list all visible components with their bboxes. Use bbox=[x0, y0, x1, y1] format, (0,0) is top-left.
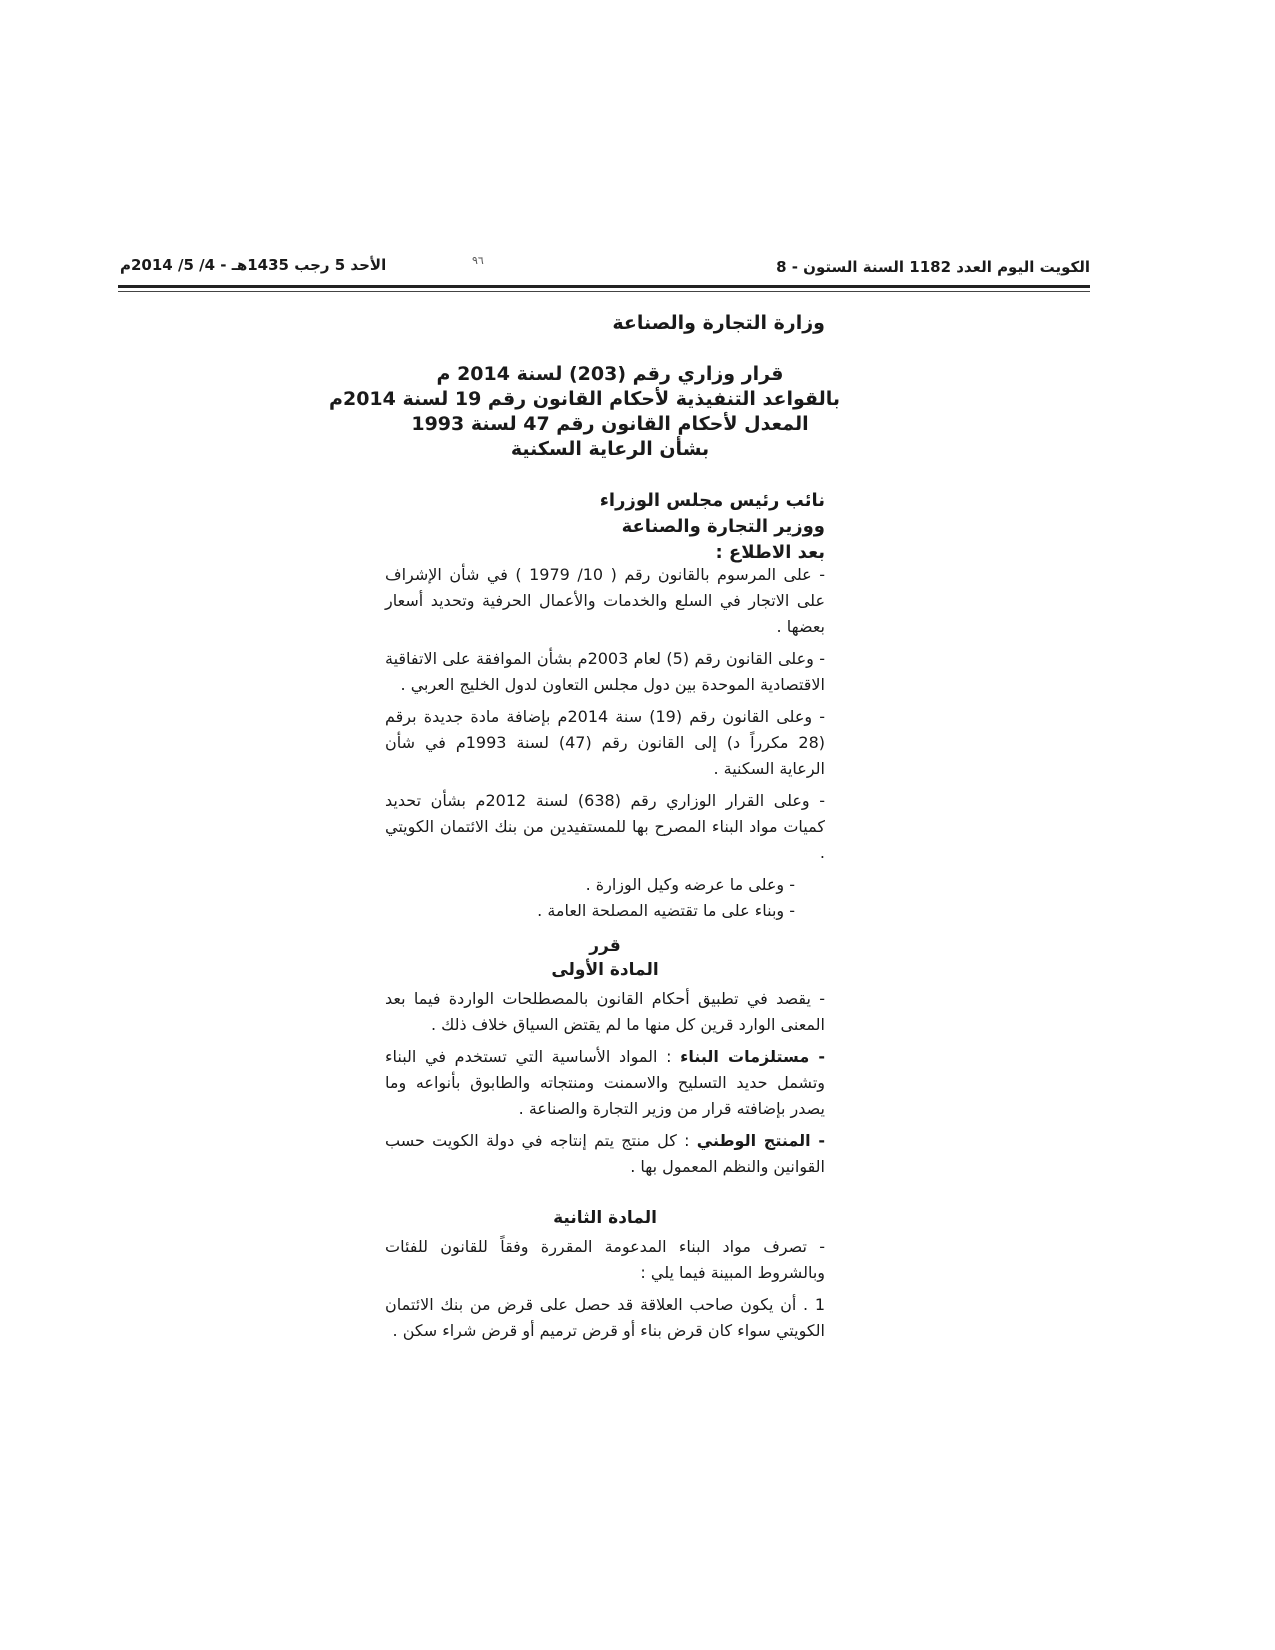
ministry-name: وزارة التجارة والصناعة bbox=[612, 312, 825, 334]
title-line: المعدل لأحكام القانون رقم 47 لسنة 1993 bbox=[411, 413, 809, 435]
preamble-paragraph: - وعلى ما عرضه وكيل الوزارة . bbox=[585, 875, 795, 894]
article-2-heading: المادة الثانية bbox=[553, 1208, 657, 1228]
title-line: قرار وزاري رقم (203) لسنة 2014 م bbox=[436, 363, 784, 385]
article-1-body bbox=[385, 986, 825, 1186]
header-rule-thin bbox=[118, 291, 1090, 292]
title-line: بشأن الرعاية السكنية bbox=[510, 438, 710, 460]
article-2-intro: - تصرف مواد البناء المدعومة المقررة وفقاً للقانون للفئات وبالشروط المبينة فيما يلي : bbox=[385, 1237, 825, 1282]
article-2-item-1: 1 . أن يكون صاحب العلاقة قد حصل على قرض من بنك الائتمان الكويتي سواء كان قرض بناء أو قرض ترميم أو قرض شراء سكن . bbox=[385, 1295, 825, 1340]
preamble-paragraph: - وعلى القرار الوزاري رقم (638) لسنة 2012م بشأن تحديد كميات مواد البناء المصرح بها للمستفيدين من بنك الائتمان الكويتي . bbox=[385, 791, 825, 862]
definition-text: : كل منتج يتم إنتاجه في دولة الكويت حسب القوانين والنظم المعمول بها . bbox=[385, 1131, 825, 1176]
term-national-product: - المنتج الوطني bbox=[696, 1131, 825, 1150]
addressee-line: بعد الاطلاع : bbox=[715, 542, 825, 563]
header-rule bbox=[118, 285, 1090, 288]
preamble-paragraph: - على المرسوم بالقانون رقم ( 10/ 1979 ) في شأن الإشراف على الاتجار في السلع والخدمات والأعمال الحرفية وتحديد أسعار بعضها . bbox=[385, 565, 825, 636]
article-1-intro: - يقصد في تطبيق أحكام القانون بالمصطلحات الواردة فيما بعد المعنى الوارد قرين كل منها ما لم يقتض السياق خلاف ذلك . bbox=[385, 989, 825, 1034]
header-publication-info: الكويت اليوم العدد 1182 السنة الستون - 8 bbox=[776, 258, 1090, 276]
header-date: الأحد 5 رجب 1435هـ - 4/ 5/ 2014م bbox=[120, 256, 387, 274]
definition-national-product bbox=[385, 1128, 825, 1180]
article-2-body bbox=[385, 1234, 825, 1350]
preamble bbox=[385, 562, 825, 924]
header-handwritten-mark: ٩٦ bbox=[472, 254, 484, 267]
term-building-materials: - مستلزمات البناء bbox=[680, 1047, 826, 1066]
decree-title bbox=[329, 362, 840, 462]
preamble-paragraph: - وعلى القانون رقم (5) لعام 2003م بشأن الموافقة على الاتفاقية الاقتصادية الموحدة بين دول مجلس التعاون لدول الخليج العربي . bbox=[385, 649, 825, 694]
addressee-line: نائب رئيس مجلس الوزراء bbox=[599, 490, 825, 511]
definition-building-materials bbox=[385, 1044, 825, 1122]
preamble-paragraph: - وعلى القانون رقم (19) سنة 2014م بإضافة مادة جديدة برقم (28 مكرراً د) إلى القانون رقم (47) لسنة 1993م في شأن الرعاية السكنية . bbox=[385, 707, 825, 778]
definition-text: : المواد الأساسية التي تستخدم في البناء وتشمل حديد التسليح والاسمنت ومنتجاته والطابوق بأنواعه وما يصدر بإضافته قرار من وزير التجارة والصناعة . bbox=[385, 1047, 825, 1118]
addressee-line: ووزير التجارة والصناعة bbox=[621, 516, 825, 537]
article-1-heading: المادة الأولى bbox=[551, 960, 659, 980]
title-line: بالقواعد التنفيذية لأحكام القانون رقم 19 لسنة 2014م bbox=[329, 388, 840, 410]
decided-heading: قرر bbox=[589, 936, 621, 956]
preamble-paragraph: - وبناء على ما تقتضيه المصلحة العامة . bbox=[537, 901, 795, 920]
addressee-block bbox=[480, 488, 825, 566]
